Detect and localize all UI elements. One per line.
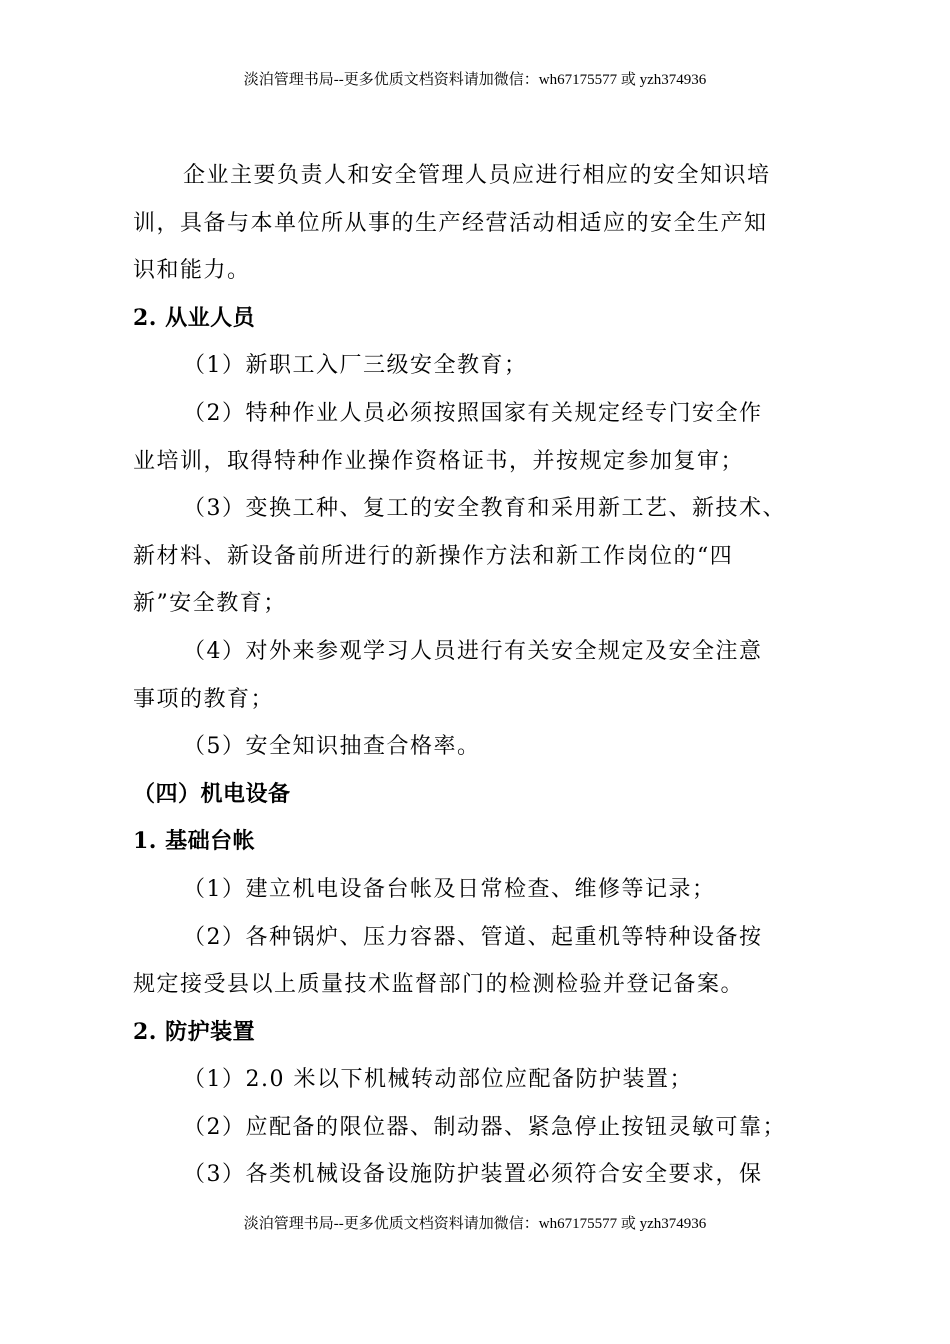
list-item: （2）特种作业人员必须按照国家有关规定经专门安全作 [183,400,763,426]
list-item: （1）建立机电设备台帐及日常检查、维修等记录； [183,876,716,902]
list-item-continuation: 新材料、新设备前所进行的新操作方法和新工作岗位的“四 [133,543,734,569]
list-item-continuation: 业培训，取得特种作业操作资格证书，并按规定参加复审； [133,448,745,474]
paragraph-line: 识和能力。 [133,258,251,284]
section-heading: 1. 基础台帐 [133,828,256,855]
list-item-continuation: 事项的教育； [133,686,275,712]
section-heading: 2. 防护装置 [133,1018,256,1045]
list-item: （5）安全知识抽查合格率。 [183,734,481,760]
list-item: （2）各种锅炉、压力容器、管道、起重机等特种设备按 [183,924,763,950]
page-footer: 淡泊管理书局--更多优质文档资料请加微信：wh67175577 或 yzh374936 [243,1216,707,1232]
section-heading: 2. 从业人员 [133,304,256,331]
paragraph-line: 训，具备与本单位所从事的生产经营活动相适应的安全生产知 [133,210,768,236]
paragraph-line: 企业主要负责人和安全管理人员应进行相应的安全知识培 [183,163,771,188]
list-item: （3）变换工种、复工的安全教育和采用新工艺、新技术、 [183,496,786,522]
list-item: （1）新职工入厂三级安全教育； [183,353,528,379]
list-item: （3）各类机械设备设施防护装置必须符合安全要求，保 [183,1162,763,1188]
page-header: 淡泊管理书局--更多优质文档资料请加微信：wh67175577 或 yzh374936 [243,72,707,88]
list-item-continuation: 新”安全教育； [133,591,287,617]
list-item-continuation: 规定接受县以上质量技术监督部门的检测检验并登记备案。 [133,972,745,998]
document-body [133,152,833,1199]
list-item: （4）对外来参观学习人员进行有关安全规定及安全注意 [183,638,763,664]
chapter-heading: （四）机电设备 [133,780,291,807]
list-item: （1）2.0 米以下机械转动部位应配备防护装置； [183,1067,693,1093]
list-item: （2）应配备的限位器、制动器、紧急停止按钮灵敏可靠； [183,1114,786,1140]
